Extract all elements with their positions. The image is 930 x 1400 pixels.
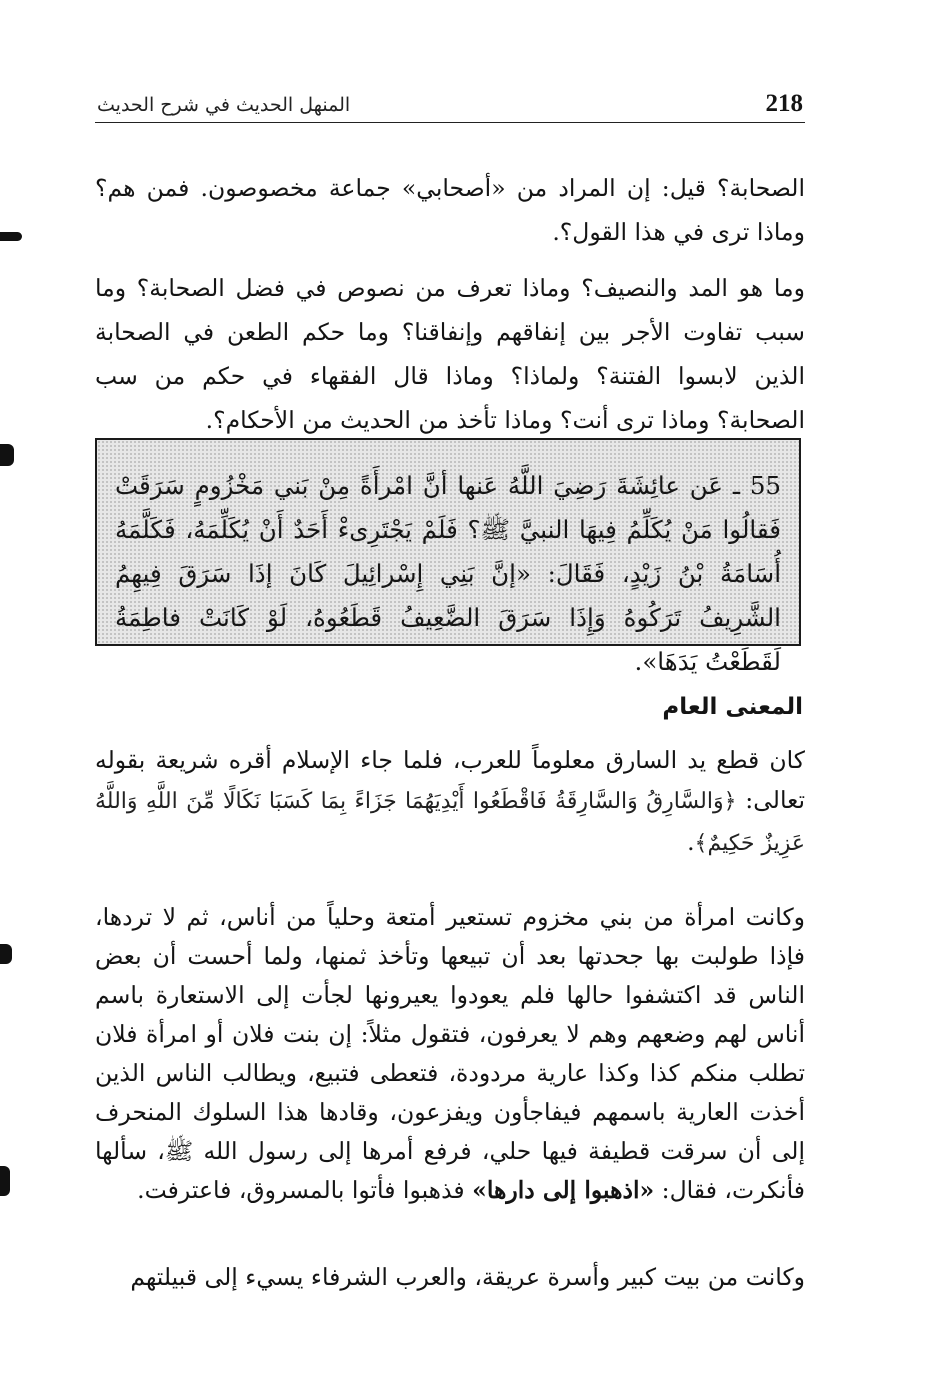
paragraph-text: كان قطع يد السارق معلوماً للعرب، فلما جاء الإسلام أقره شريعة بقوله تعالى: <box>95 746 805 814</box>
scan-edge-mark <box>0 444 14 466</box>
scan-edge-mark <box>0 232 22 241</box>
paragraph: وكانت من بيت كبير وأسرة عريقة، والعرب الشرفاء يسيء إلى قبيلتهم <box>130 1263 805 1291</box>
paragraph: وما هو المد والنصيف؟ وماذا تعرف من نصوص في فضل الصحابة؟ وما سبب تفاوت الأجر بين إنفاقهم وإنفاقنا؟ وما حكم الطعن في الصحابة الذين لابسوا الفتنة؟ ولماذا؟ وماذا قال الفقهاء في حكم من سب الصحابة؟ وماذا ترى أنت؟ وماذا تأخذ من الحديث من الأحكام؟. <box>95 274 805 434</box>
paragraph-text: . <box>687 828 695 856</box>
scan-edge-mark <box>0 1166 10 1196</box>
paragraph <box>95 898 805 1210</box>
hadith-text: 55 ـ عَن عائِشَةَ رَضِيَ اللَّهُ عَنها أنَّ امْرأَةً مِنْ بَني مَخْزُومٍ سَرَقَتْ فَقالُوا مَنْ يُكَلِّمُ فِيهَا النبيَّ ﷺ؟ فَلَمْ يَجْتَرِىءْ أَحَدٌ أَنْ يُكَلِّمَهُ، فَكَلَّمَهُ أُسَامَةُ بْنُ زَيْدٍ، فَقَالَ: «إنَّ بَنِي إِسْرائِيلَ كَانَ إذَا سَرَقَ فِيهِمُ الشَّرِيفُ تَرَكُوهُ وَإِذَا سَرَقَ الضَّعِيفُ قَطَعُوهُ، لَوْ كَانَتْ فاطِمَةُ لَقَطَعْتُ يَدَهَا». <box>115 471 781 676</box>
section-heading: المعنى العام <box>662 694 803 720</box>
scan-edge-mark <box>0 944 12 964</box>
paragraph: الصحابة؟ قيل: إن المراد من «أصحابي» جماعة مخصوصون. فمن هم؟ وماذا ترى في هذا القول؟. <box>95 174 805 246</box>
paragraph-text: وكانت امرأة من بني مخزوم تستعير أمتعة وحلياً من أناس، ثم لا تردها، فإذا طولبت بها جحدتها بعد أن تبيعها وتأخذ ثمنها، ولما أحست أن بعض الناس قد اكتشفوا حالها فلم يعودوا يعيرونها لجأت إلى الاستعارة باسم أناس لهم وضعهم وهم لا يعرفون، فتقول مثلاً: إن بنت فلان أو امرأة فلان تطلب منكم كذا وكذا عارية مردودة، فتعطى فتبيع، ويطالب الناس الذين أخذت العارية باسمهم فيفاجأون ويفزعون، وقادها هذا السلوك المنحرف إلى أن سرقت قطيفة فيها حلي، فرفع أمرها إلى رسول الله ﷺ، سألها فأنكرت، فقال: <box>95 903 805 1204</box>
page-number: 218 <box>765 90 803 117</box>
hadith-box <box>95 438 801 676</box>
paragraph <box>95 740 805 864</box>
quran-verse: ﴿وَالسَّارِقُ وَالسَّارِقَةُ فَاقْطَعُوا أَيْدِيَهُمَا جَزَاءً بِمَا كَسَبَا نَكَالًا مِّنَ اللَّهِ وَاللَّهُ عَزِيزٌ حَكِيمٌ﴾ <box>95 789 805 856</box>
running-title: المنهل الحديث في شرح الحديث <box>97 94 351 116</box>
page-header <box>95 88 805 123</box>
bold-quote: «اذهبوا إلى دارها» <box>472 1176 655 1204</box>
paragraph-text: فذهبوا فأتوا بالمسروق، فاعترفت. <box>137 1176 473 1204</box>
